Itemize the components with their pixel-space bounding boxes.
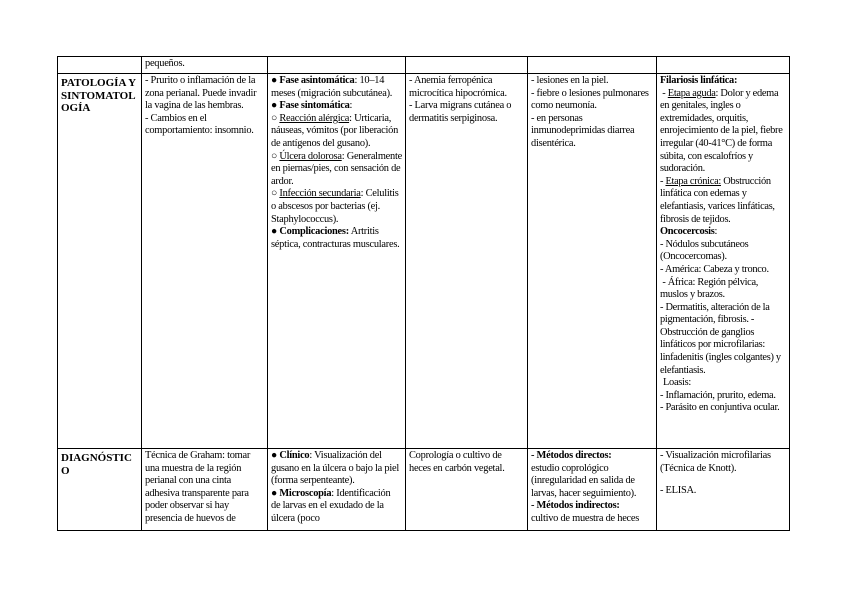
list-item: - lesiones en la piel.: [531, 75, 609, 86]
list-item: - fiebre o lesiones pulmonares como neumonía.: [531, 87, 649, 112]
table-row: [58, 449, 790, 531]
list-item: ○ Úlcera dolorosa: Generalmente en piernas/pies, con sensación de ardor.: [271, 150, 402, 187]
list-item: - Prurito o inflamación de la zona perianal. Puede invadir la vagina de las hembras.: [145, 75, 257, 112]
list-item: ● Complicaciones: Artritis séptica, contracturas musculares.: [271, 226, 400, 250]
row-header-patologia: PATOLOGÍA Y SINTOMATOLOGÍA: [58, 74, 142, 449]
list-item: - Cambios en el comportamiento: insomnio.: [145, 112, 254, 137]
section-title: Oncocercosis:: [660, 226, 718, 238]
list-item: - en personas inmunodeprimidas diarrea disentérica.: [531, 112, 635, 149]
table-cell: [528, 449, 657, 531]
table-cell: [58, 57, 142, 74]
list-item-label: - Métodos indirectos:: [531, 500, 620, 512]
list-item: - Etapa crónica: Obstrucción linfática con edemas y elefantiasis, varices linfáticas, fibrosis de tejidos.: [660, 175, 775, 225]
table-cell: [268, 57, 406, 74]
list-item: - Visualización microfilarias (Técnica de Knott).: [660, 450, 771, 474]
list-item: - Nódulos subcutáneos (Oncocercomas).: [660, 238, 749, 263]
table-cell: [406, 449, 528, 531]
list-item: - Anemia ferropénica microcítica hipocrómica.: [409, 75, 507, 99]
list-item: - Larva migrans cutánea o dermatitis serpiginosa.: [409, 100, 512, 124]
list-item: - Parásito en conjuntiva ocular.: [660, 402, 780, 414]
section-title: Loasis:: [663, 377, 691, 389]
list-item: ○ Reacción alérgica: Urticaria, náuseas, vómitos (por liberación de antígenos del gusano).: [271, 112, 399, 149]
list-item: estudio coprológico (inregularidad en salida de larvas, hacer seguimiento).: [531, 462, 637, 499]
list-item: ● Microscopía: Identificación de larvas en el exudado de la úlcera (poco: [271, 487, 391, 524]
cell-text: Técnica de Graham: tomar una muestra de la región perianal con una cinta adhesiva transparente para poder observar si hay presencia de huevos de: [145, 450, 251, 524]
table-cell: [406, 74, 528, 449]
list-item: - Dermatitis, alteración de la pigmentación, fibrosis. - Obstrucción de ganglios linfáticos por microfilarias: linfadenitis (ingles colgantes) y elefantiasis.: [660, 301, 781, 376]
list-item-label: - Métodos directos:: [531, 450, 612, 461]
table-cell: [528, 74, 657, 449]
table-cell: [657, 74, 790, 449]
table-cell: [142, 74, 268, 449]
table-cell: [142, 57, 268, 74]
table-cell: [657, 57, 790, 74]
list-item: - América: Cabeza y tronco.: [660, 263, 769, 275]
section-title: Filariosis linfática:: [660, 75, 738, 86]
table-cell: [268, 449, 406, 531]
table-cell: [142, 449, 268, 531]
list-item: ○ Infección secundaria: Celulitis o abscesos por bacterias (ej. Staphylococcus).: [271, 188, 399, 225]
table-cell: [657, 449, 790, 531]
table-row: [58, 74, 790, 449]
row-header-diagnostico: DIAGNÓSTICO: [58, 449, 142, 531]
list-item: ● Clínico: Visualización del gusano en la úlcera o bajo la piel (forma serpenteante).: [271, 450, 399, 487]
list-item: ● Fase sintomática:: [271, 100, 353, 112]
cell-text: pequeños.: [145, 58, 185, 69]
cell-text: Coprología o cultivo de heces en carbón vegetal.: [409, 450, 505, 474]
list-item: cultivo de muestra de heces: [531, 512, 640, 524]
list-item: - ELISA.: [660, 485, 697, 497]
table-row: [58, 57, 790, 74]
table-cell: [528, 57, 657, 74]
parasitology-table: [57, 56, 790, 531]
list-item: - África: Región pélvica, muslos y brazos.: [660, 276, 761, 301]
list-item: - Etapa aguda: Dolor y edema en genitales, ingles o extremidades, orquitis, enrojecimiento de la piel, fiebre irregular (40-41°C) de forma súbita, con escalofríos y sudoración.: [660, 87, 783, 175]
table-cell: [268, 74, 406, 449]
list-item: - Inflamación, prurito, edema.: [660, 389, 776, 401]
list-item: ● Fase asintomática: 10–14 meses (migración subcutánea).: [271, 75, 393, 99]
table-cell: [406, 57, 528, 74]
